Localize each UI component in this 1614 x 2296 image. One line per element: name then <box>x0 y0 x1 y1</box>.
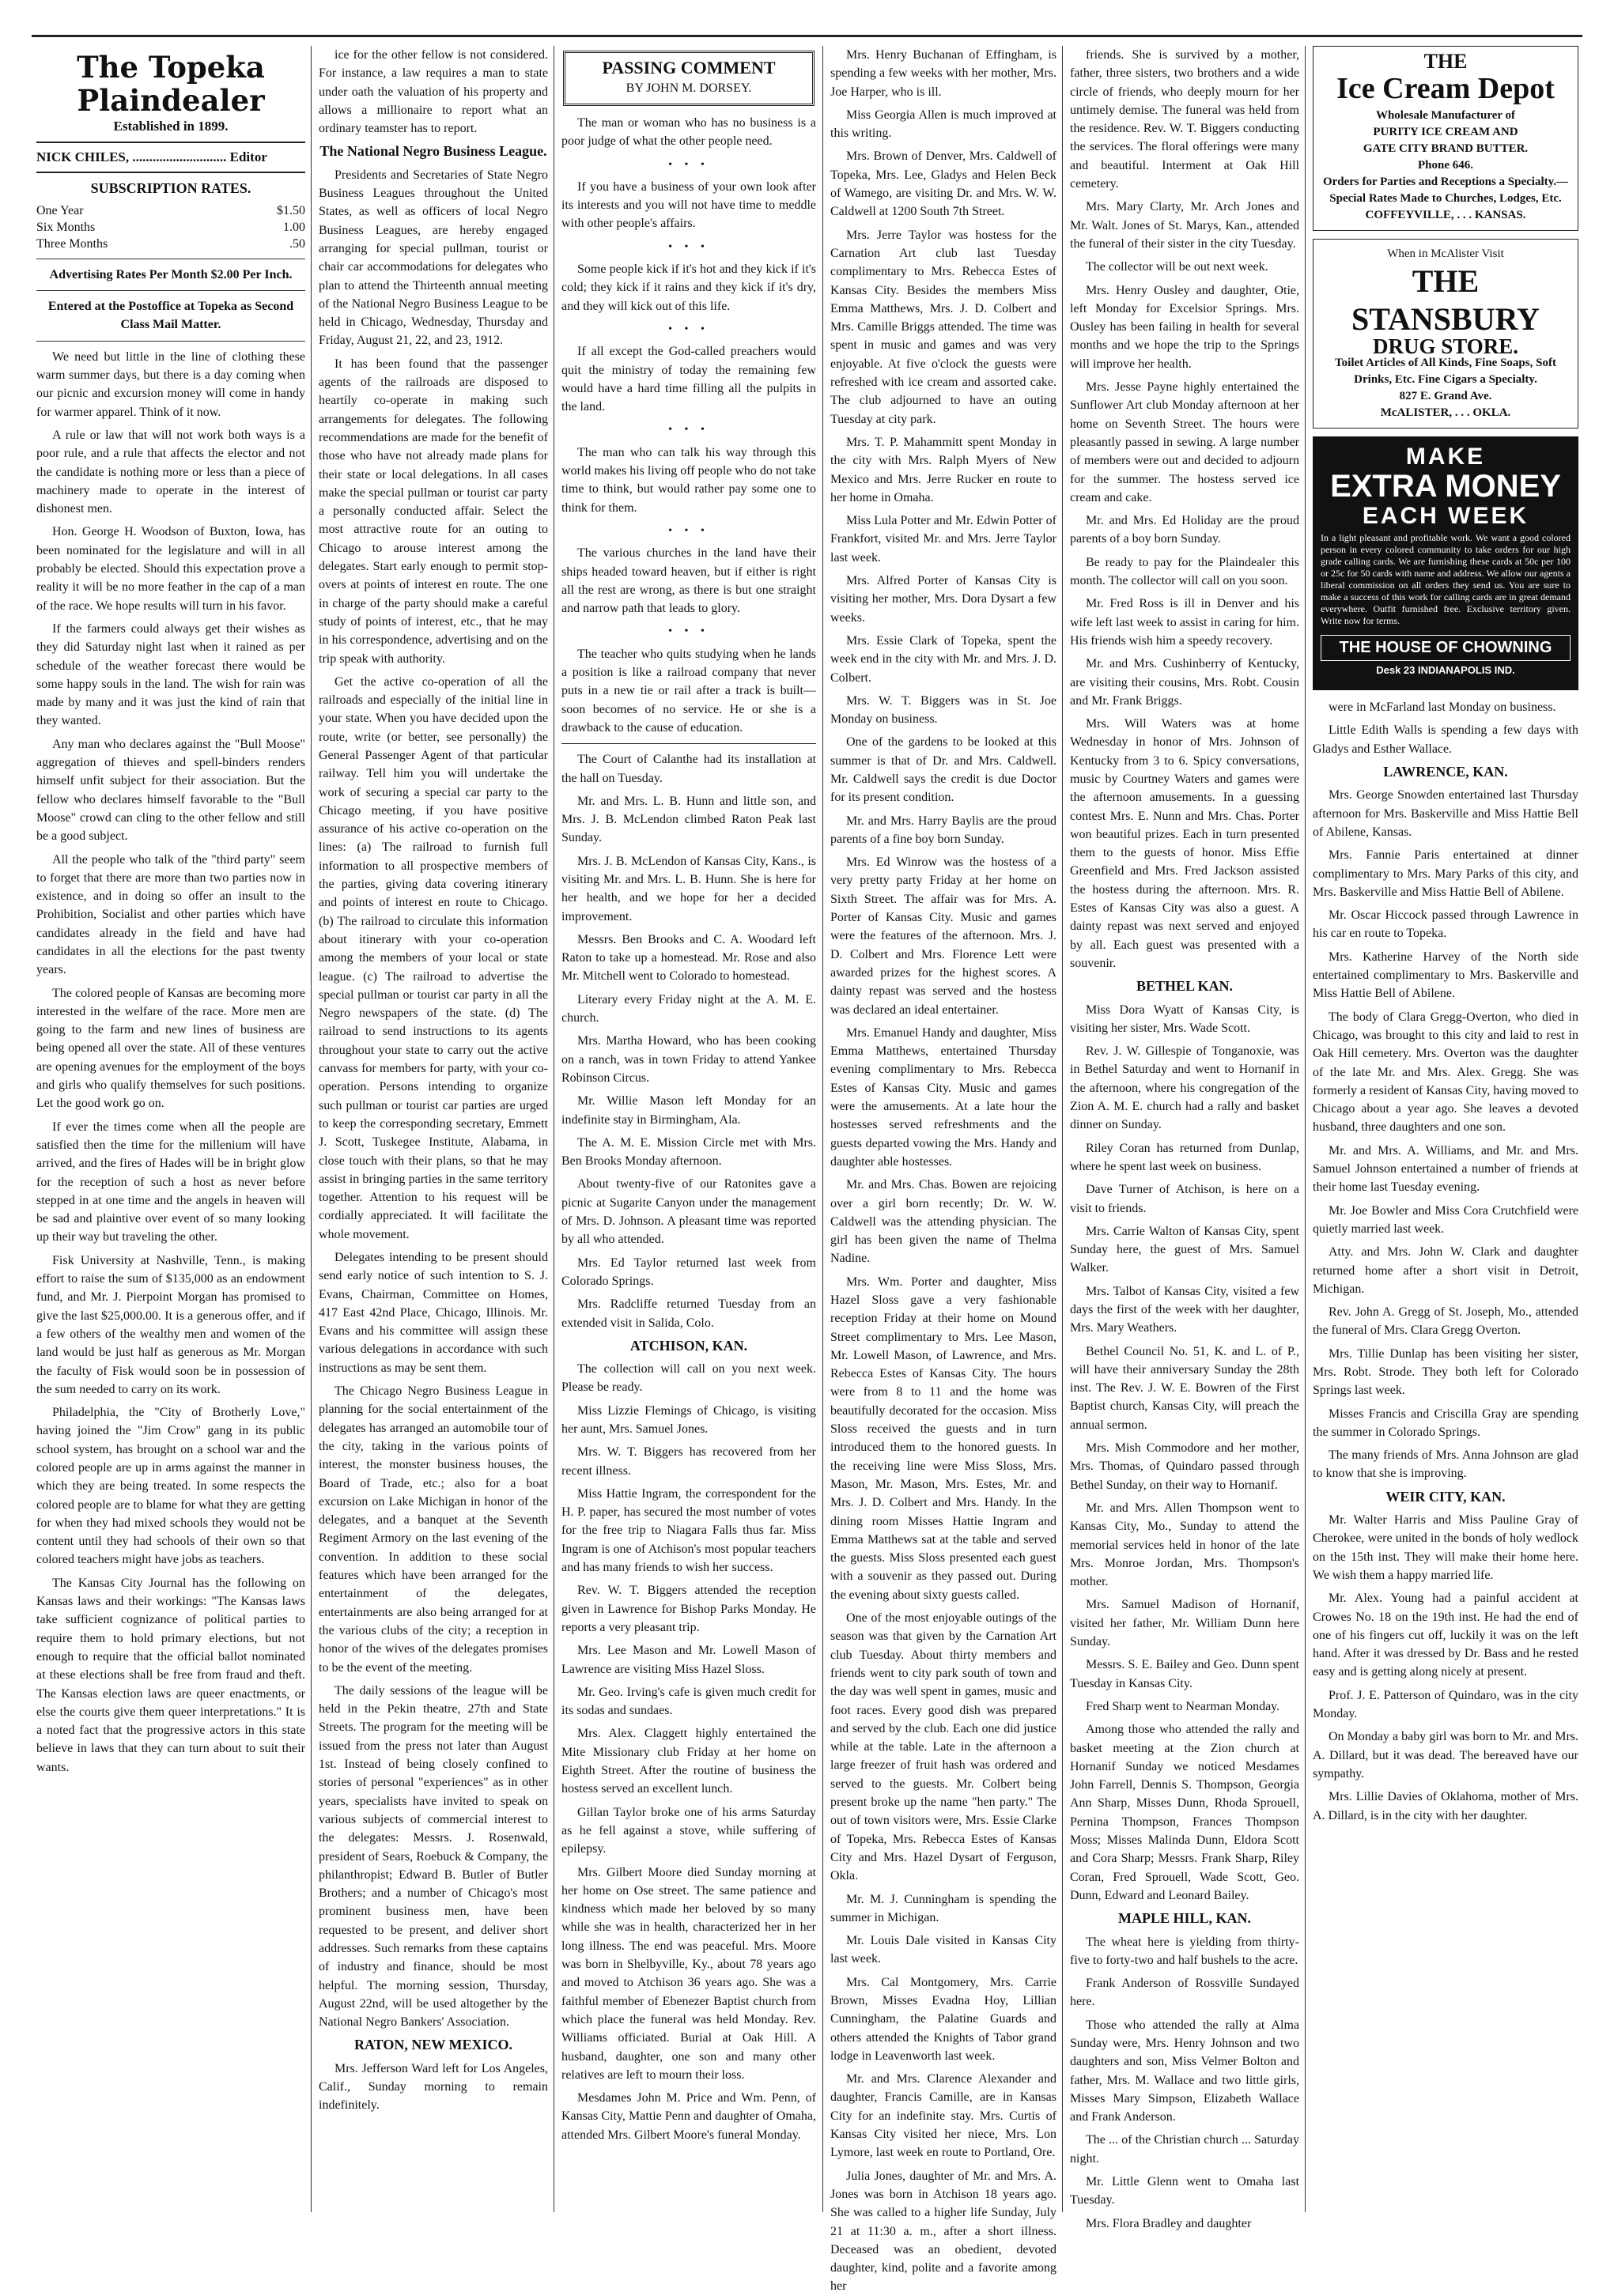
article-paragraph: If you have a business of your own look after its interests and you will not have time to meddle with other people's affairs. <box>561 179 816 231</box>
article-list <box>830 46 1056 2296</box>
ice-cream-depot-ad <box>1313 46 1578 231</box>
passing-comment-byline: BY JOHN M. DORSEY. <box>626 81 752 95</box>
masthead-established: Established in 1899. <box>113 119 229 134</box>
ad-each-week: EACH WEEK <box>1362 503 1529 530</box>
article-paragraph: Miss Georgia Allen is much improved at this writing. <box>830 108 1056 141</box>
article-paragraph: Mr. and Mrs. Harry Baylis are the proud parents of a fine boy born Sunday. <box>830 814 1056 846</box>
rate-price: $1.50 <box>277 203 305 217</box>
article-paragraph: Mrs. Ed Taylor returned last week from Colorado Springs. <box>561 1256 816 1288</box>
article-paragraph: Mrs. Will Waters was at home Wednesday in honor of Mrs. Johnson of Kentucky from 3 to 6. Spicy conversations, music by Courtney Waters and games were the afternoon amusements. In a guessing contest Mrs. E. Nunn and Mrs. Chas. Porter won beautiful prizes. Each in turn presented them to the guests of honor. Miss Effie Greenfield and Mrs. Fred Jackson assisted the hostess during the afternoon. Mrs. R. Estes of Kansas City was also a guest. A dainty repast was next served and enjoyed by all. Each guest was presented with a souvenir. <box>1070 717 1299 970</box>
subscription-heading: SUBSCRIPTION RATES. <box>90 179 251 196</box>
rate-label: Six Months <box>36 220 96 234</box>
section-heading: ATCHISON, KAN. <box>629 1337 748 1354</box>
article-paragraph: Mrs. Flora Bradley and daughter <box>1086 2216 1252 2230</box>
ad-extra-money: EXTRA MONEY <box>1330 469 1561 504</box>
article-paragraph: Mrs. George Snowden entertained last Thursday afternoon for Mrs. Baskerville and Miss Hattie Bell of Abilene, Kansas. <box>1313 788 1578 839</box>
article-paragraph: Mr. Willie Mason left Monday for an indefinite stay in Birmingham, Ala. <box>561 1094 816 1127</box>
ad-house: THE HOUSE OF CHOWNING <box>1321 635 1571 661</box>
article-paragraph: Mrs. Cal Montgomery, Mrs. Carrie Brown, Misses Evadna Hoy, Lillian Cunningham, the Palatine Guards and others attended the Knights of Tabor grand lodge in Leavenworth last week. <box>830 1975 1056 2063</box>
article-paragraph: Those who attended the rally at Alma Sunday were, Mrs. Henry Johnson and two daughters and son, Miss Velmer Bolton and father, Mrs. M. Wallace and two little girls, Misses Mary Simpson, Elizabeth Wallace and Frank Anderson. <box>1070 2018 1299 2124</box>
ad-addr: 827 E. Grand Ave. <box>1399 390 1492 402</box>
ad-line: Orders for Parties and Receptions a Specialty.—Special Rates Made to Churches, Lodges, Etc. <box>1322 176 1569 205</box>
article-list <box>561 114 816 2144</box>
article-paragraph: Mr. Joe Bowler and Miss Cora Crutchfield were quietly married last week. <box>1313 1203 1578 1236</box>
separator-dots: • • • <box>668 625 709 638</box>
ad-the: THE <box>1423 50 1468 73</box>
article-paragraph: The Kansas City Journal has the following on Kansas laws and their workings: "The Kansas laws take sufficient cognizance of political parties to require them to hold primary elections, but not enough to require that the official ballot nominated at these elections shall be free from fraud and theft. The Kansas election laws are queer enactments, or else the courts give them queer interpretations." It is a noted fact that the progressive actors in this state believe in laws that they can turn about to suit their wants. <box>36 1576 305 1774</box>
section-heading: The National Negro Business League. <box>319 143 547 160</box>
rate-row <box>36 236 305 252</box>
article-paragraph: The teacher who quits studying when he lands a position is like a railroad company that never puts in a new tie or rail after a track is built—soon becomes of no service. He or she is a drawback to the cause of education. <box>561 647 816 734</box>
ad-city: COFFEYVILLE, . . . KANSAS. <box>1365 209 1526 221</box>
rate-row <box>36 202 305 219</box>
article-paragraph: Mrs. Alex. Claggett highly entertained the Mite Missionary club Friday at her home on Eighth Street. After the routine of business the hostess served an excellent lunch. <box>561 1727 816 1796</box>
article-paragraph: Mrs. Jerre Taylor was hostess for the Carnation Art club last Tuesday complimentary to Mrs. Rebecca Estes of Kansas City. Besides the members Miss Emma Matthews, Mrs. J. D. Colbert and Mrs. Camille Briggs attended. The time was spent in music and games and was very enjoyable. At five o'clock the guests were refreshed with ice cream and assorted cake. The club adjourned to have an outing Tuesday at city park. <box>830 228 1056 426</box>
rate-price: 1.00 <box>283 220 305 234</box>
article-paragraph: Atty. and Mrs. John W. Clark and daughter returned home after a short visit in Detroit, Michigan. <box>1313 1245 1578 1296</box>
article-paragraph: One of the gardens to be looked at this summer is that of Dr. and Mrs. Caldwell. Mr. Caldwell says the credit is due Doctor for its present condition. <box>830 735 1056 805</box>
article-paragraph: Mrs. Radcliffe returned Tuesday from an extended visit in Salida, Colo. <box>561 1297 816 1330</box>
ad-phone: Phone 646. <box>1417 159 1473 172</box>
article-paragraph: The colored people of Kansas are becoming more interested in the welfare of the race. More men are going to the farm and new lines of business are being opened all over the state. All of these ventures are opening avenues for the employment of the boys and girls who qualify themselves for such positions. Let the good work go on. <box>36 986 305 1111</box>
section-heading: MAPLE HILL, KAN. <box>1117 1910 1251 1927</box>
article-paragraph: Any man who declares against the "Bull Moose" aggregation of thieves and spell-binders renders himself unfit subject for their association. But the fellow who declares himself favorable to the "Bull Moose" crowd can cling to the other fellow and still be a good subject. <box>36 737 305 844</box>
column-rule <box>822 46 823 2212</box>
ad-when: When in McAlister Visit <box>1387 247 1504 260</box>
article-paragraph: Mrs. Katherine Harvey of the North side entertained complimentary to Mrs. Baskerville and Miss Hattie Bell of Abilene. <box>1313 950 1578 1001</box>
article-paragraph: Julia Jones, daughter of Mr. and Mrs. A. Jones was born in Atchison 18 years ago. She was called to a higher life Sunday, July 21 at 11:30 a. m., after a short illness. Deceased was an obedient, devoted daughter, kind, polite and a favorite among her <box>830 2169 1056 2294</box>
article-paragraph: Mr. and Mrs. Cushinberry of Kentucky, are visiting their cousins, Mrs. Robt. Cousin and Mr. Frank Briggs. <box>1070 657 1299 708</box>
column-1 <box>36 46 305 2212</box>
article-paragraph: It has been found that the passenger agents of the railroads are disposed to heartily co-operate in making such arrangements for delegates. The following recommendations are made for the benefit of those who have not already made plans for their state or local delegations. In all cases make the special pullman or tourist car party a personally conducted affair. Select the most attractive route for an outing to Chicago to arouse interest among the delegates. Start early enough to permit stop-overs at points of interest en route. The one in charge of the party should make a careful study of points of interest, etc., that he may in his correspondence, advertising and on the trip speak with authority. <box>319 357 548 666</box>
article-paragraph: were in McFarland last Monday on business. <box>1329 701 1556 715</box>
column-rule <box>311 46 312 2212</box>
article-paragraph: Mr. and Mrs. Ed Holiday are the proud parents of a boy born Sunday. <box>1070 514 1299 546</box>
article-paragraph: A rule or law that will not work both ways is a poor rule, and a rule that affects the elector and not the candidate is nothing more or less than a piece of machinery made to operate in the interest of dishonest men. <box>36 428 305 516</box>
article-list <box>1313 698 1578 1825</box>
article-paragraph: Rev. J. W. Gillespie of Tonganoxie, was in Bethel Saturday and went to Hornanif in the afternoon, where his congregation of the Zion A. M. E. church had a rally and basket dinner on Sunday. <box>1070 1044 1299 1132</box>
section-heading: LAWRENCE, KAN. <box>1383 764 1508 780</box>
article-paragraph: Mr. and Mrs. L. B. Hunn and little son, and Mrs. J. B. McLendon climbed Raton Peak last Sunday. <box>561 794 816 845</box>
article-paragraph: Little Edith Walls is spending a few days with Gladys and Esther Wallace. <box>1313 723 1578 756</box>
ad-sub: DRUG STORE. <box>1372 334 1519 358</box>
article-list <box>319 46 548 2115</box>
column-5 <box>1070 46 1299 2230</box>
article-paragraph: Rev. John A. Gregg of St. Joseph, Mo., attended the funeral of Mrs. Clara Gregg Overton. <box>1313 1305 1578 1338</box>
separator-dots: • • • <box>668 524 709 537</box>
article-paragraph: The body of Clara Gregg-Overton, who died in Chicago, was brought to this city and laid to rest in Oak Hill cemetery. Mrs. Overton was the daughter of the late Mr. and Mrs. Alex. Gregg. She was formerly a resident of Kansas City, having moved to Chicago about a year ago. She leaves a devoted husband, three daughters and one son. <box>1313 1010 1578 1135</box>
article-paragraph: The collector will be out next week. <box>1086 260 1268 274</box>
article-paragraph: The ... of the Christian church ... Saturday night. <box>1070 2133 1299 2166</box>
article-paragraph: Rev. W. T. Biggers attended the reception given in Lawrence for Bishop Parks Monday. He reports a very pleasant trip. <box>561 1584 816 1634</box>
article-paragraph: The man who can talk his way through this world makes his living off people who do not take time to think, but would rather pay some one to think for them. <box>561 445 816 515</box>
article-paragraph: If the farmers could always get their wishes as they did Saturday night last when it rained as per schedule of the weather forecast there would be some happy souls in the land. The wish for rain was made by many and it was just the kind of rain that they wanted. <box>36 621 305 728</box>
article-paragraph: The collection will call on you next week. Please be ready. <box>561 1362 816 1395</box>
article-paragraph: Be ready to pay for the Plaindealer this month. The collector will call on you soon. <box>1070 555 1299 588</box>
ad-make: MAKE <box>1405 444 1486 470</box>
article-list <box>36 348 305 1777</box>
separator-dots: • • • <box>668 158 709 171</box>
article-paragraph: Delegates intending to be present should send early notice of such intention to S. J. Evans, Chairman, Committee on Homes, 417 East 42nd Place, Chicago, Illinois. Mr. Evans and his committee will assign these various delegations in accordance with such instructions as may be sent them. <box>319 1251 548 1375</box>
article-paragraph: Riley Coran has returned from Dunlap, where he spent last week on business. <box>1070 1141 1299 1173</box>
article-paragraph: Messrs. Ben Brooks and C. A. Woodard left Raton to take up a homestead. Mr. Rose and also Mr. Mitchell went to Colorado to homestead. <box>561 932 816 984</box>
article-paragraph: Miss Dora Wyatt of Kansas City, is visiting her sister, Mrs. Wade Scott. <box>1070 1003 1299 1035</box>
article-paragraph: Miss Lizzie Flemings of Chicago, is visiting her aunt, Mrs. Samuel Jones. <box>561 1403 816 1436</box>
article-paragraph: Mrs. Alfred Porter of Kansas City is visiting her mother, Mrs. Dora Dysart a few weeks. <box>830 574 1056 625</box>
section-heading: RATON, NEW MEXICO. <box>353 2037 513 2053</box>
column-rule <box>1062 46 1063 2212</box>
article-paragraph: Philadelphia, the "City of Brotherly Love," having joined the "Jim Crow" gang in its public school system, has brought on a school war and the colored people are up in arms against the manner in which they are being treated. In some respects the colored people are to blame for what they are getting for when they had mixed schools they would not be content until they had schools of their own so that colored teachers might have jobs as teachers. <box>36 1406 305 1567</box>
passing-comment-box <box>563 51 815 106</box>
article-paragraph: Mrs. Carrie Walton of Kansas City, spent Sunday here, the guest of Mrs. Samuel Walker. <box>1070 1224 1299 1275</box>
article-paragraph: Mrs. Mary Clarty, Mr. Arch Jones and Mr. Walt. Jones of St. Marys, Kan., attended the funeral of their sister in the city Tuesday. <box>1070 200 1299 251</box>
article-paragraph: Miss Lula Potter and Mr. Edwin Potter of Frankfort, visited Mr. and Mrs. Jerre Taylor last week. <box>830 514 1056 565</box>
subscription-rates <box>36 202 305 252</box>
article-paragraph: Mesdames John M. Price and Wm. Penn, of Kansas City, Mattie Penn and daughter of Omaha, attended Mrs. Gilbert Moore's funeral Monday. <box>561 2091 816 2142</box>
article-paragraph: Miss Hattie Ingram, the correspondent for the H. P. paper, has secured the most number of votes for the free trip to Niagara Falls thus far. Miss Ingram is one of Atchison's most popular teachers and has many friends to wish her success. <box>561 1486 816 1575</box>
article-paragraph: Mrs. Talbot of Kansas City, visited a few days the first of the week with her daughter, Mrs. Mary Weathers. <box>1070 1284 1299 1335</box>
column-4 <box>830 46 1056 2294</box>
column-rule <box>1305 46 1306 2212</box>
masthead-title: The Topeka Plaindealer <box>77 50 265 118</box>
rate-label: Three Months <box>36 236 108 251</box>
article-paragraph: Mr. and Mrs. Clarence Alexander and daughter, Francis Camille, are in Kansas City for an indefinite stay. Mrs. Curtis of Kansas City visited her niece, Mrs. Lon Lymore, last week en route to Portland, Ore. <box>830 2072 1056 2160</box>
article-paragraph: Hon. George H. Woodson of Buxton, Iowa, has been nominated for the legislature and will in all probably be elected. Should this expectation prove a reality it will be no more feather in the cap of a man of the race. We hope results will turn in his favor. <box>36 525 305 613</box>
article-paragraph: About twenty-five of our Ratonites gave a picnic at Sugarite Canyon under the management of Mrs. D. Johnson. A pleasant time was reported by all who attended. <box>561 1177 816 1247</box>
ad-line: GATE CITY BRAND BUTTER. <box>1363 142 1529 155</box>
section-heading: WEIR CITY, KAN. <box>1385 1488 1506 1505</box>
article-paragraph: Get the active co-operation of all the railroads and especially of the initial line in your state. When you have decided upon the route, write (or better, see personally) the General Passenger Agent of that particular railway. Tell him you will undertake the work of securing a special car party to the Chicago meeting, if you have positive assurance of his active co-operation on the lines: (a) The railroad to furnish full information to all prospective members of the parties, giving data covering itinerary and points of interest en route to Chicago. (b) The railroad to circulate this information about itinerary with your co-operation among the members of your local or state league. (c) The railroad to advertise the special pullman or tourist car party in all the Negro newspapers of the state. (d) The railroad to send instructions to its agents throughout your state to carry out the active canvass for members for party, with your co-operation. Persons intending to organize such pullman or tourist car parties are urged to keep the corresponding secretary, Emmett J. Scott, Tuskegee Institute, Alabama, in close touch with their plans, so that he may assist in bringing parties in the same territory together. Attention to his request will be cordially appreciated. It will facilitate the whole movement. <box>319 674 548 1241</box>
article-paragraph: Mrs. Fannie Paris entertained at dinner complimentary to Mrs. Mary Parks of this city, and Mrs. Baskerville and Miss Hattie Bell of Abilene. <box>1313 848 1578 899</box>
article-paragraph: The Court of Calanthe had its installation at the hall on Tuesday. <box>561 753 816 785</box>
article-paragraph: Fisk University at Nashville, Tenn., is making effort to raise the sum of $135,000 as an endowment fund, and Mr. J. Pierpoint Morgan has promised to give the last $25,000.00. It is a generous offer, and if a few others of the wealthy men and women of the land would be just half as generous as Mr. Morgan the faculty of Fisk would soon be in possession of the sum needed to carry on its work. <box>36 1253 305 1396</box>
article-paragraph: Mr. Geo. Irving's cafe is given much credit for its sodas and sundaes. <box>561 1685 816 1718</box>
article-paragraph: One of the most enjoyable outings of the season was that given by the Carnation Art club Tuesday. About thirty members and friends went to city park south of town and the day was well spent in games, music and foot races. Every good dish was prepared and served by the club. Each one did justice while at the table. Late in the afternoon a large freezer of fruit hash was ordered and served to the guests. Mr. Colbert being present broke up the name "hen party." The out of town visitors were, Mrs. Essie Clarke of Topeka, Mrs. Rebecca Estes of Kansas City and Mrs. Hazel Dysart of Ferguson, Okla. <box>830 1611 1056 1883</box>
article-paragraph: The various churches in the land have their ships headed toward heaven, but if either is right all the rest are wrong, as there is but one straight and narrow path that leads to glory. <box>561 546 816 616</box>
column-2 <box>319 46 548 2212</box>
article-paragraph: Frank Anderson of Rossville Sundayed here. <box>1070 1977 1299 2009</box>
article-paragraph: Mrs. Mish Commodore and her mother, Mrs. Thomas, of Quindaro passed through Bethel Sunday, on their way to Hornanif. <box>1070 1441 1299 1492</box>
article-paragraph: On Monday a baby girl was born to Mr. and Mrs. A. Dillard, but it was dead. The bereaved have our sympathy. <box>1313 1730 1578 1781</box>
article-paragraph: Mrs. Henry Ousley and daughter, Otie, left Monday for Excelsior Springs. Mrs. Ousley has been failing in health for several months and we hope the trip to the Springs will improve her health. <box>1070 283 1299 371</box>
article-list <box>1070 46 1299 2233</box>
article-paragraph: Mrs. Emanuel Handy and daughter, Miss Emma Matthews, entertained Thursday evening complimentary to Mrs. Rebecca Estes of Kansas City. Music and games were the amusements. At a late hour the hostesses served refreshments and the guests departed vowing the Mrs. Handy and daughter able hostesses. <box>830 1025 1056 1169</box>
article-paragraph: Messrs. S. E. Bailey and Geo. Dunn spent Tuesday in Kansas City. <box>1070 1658 1299 1690</box>
article-paragraph: Mrs. W. T. Biggers was in St. Joe Monday on business. <box>830 693 1056 727</box>
top-border <box>32 35 1582 37</box>
ad-sub: Wholesale Manufacturer of <box>1375 109 1516 122</box>
article-paragraph: Mr. Little Glenn went to Omaha last Tuesday. <box>1070 2175 1299 2207</box>
separator-dots: • • • <box>668 323 709 335</box>
article-paragraph: Misses Francis and Criscilla Gray are spending the summer in Colorado Springs. <box>1313 1407 1578 1439</box>
article-paragraph: Mr. Walter Harris and Miss Pauline Gray of Cherokee, were united in the bonds of holy wedlock on the 15th inst. They will make their home here. We wish them a happy married life. <box>1313 1513 1578 1582</box>
column-3 <box>561 46 816 2212</box>
article-paragraph: Mrs. Samuel Madison of Hornanif, visited her father, Mr. William Dunn here Sunday. <box>1070 1598 1299 1649</box>
article-paragraph: The man or woman who has no business is a poor judge of what the other people need. <box>561 116 816 149</box>
article-paragraph: Mrs. Essie Clark of Topeka, spent the week end in the city with Mr. and Mrs. J. D. Colbert. <box>830 633 1056 685</box>
ad-body: In a light pleasant and profitable work. We want a good colored person in every colored community to take orders for our high grade calling cards. We are furnishing these cards at 50c per 100 or 25c for 50 cards with name and address. We allow our agents a liberal commission on all orders they send us. You are sure to make a success of this work for calling cards are in great demand everywhere. Outfit furnished free. Exclusive territory given. Write now for terms. <box>1321 531 1571 626</box>
article-paragraph: Mr. Oscar Hiccock passed through Lawrence in his car en route to Topeka. <box>1313 908 1578 941</box>
ad-city: McALISTER, . . . OKLA. <box>1380 406 1511 419</box>
article-paragraph: Dave Turner of Atchison, is here on a visit to friends. <box>1070 1183 1299 1215</box>
article-paragraph: Fred Sharp went to Nearman Monday. <box>1086 1699 1280 1713</box>
article-paragraph: We need but little in the line of clothing these warm summer days, but there is a day coming when our picnic and excursion money will come in handy for warmer apparel. Think of it now. <box>36 349 305 419</box>
ad-line: PURITY ICE CREAM AND <box>1373 126 1518 138</box>
article-paragraph: Mr. M. J. Cunningham is spending the summer in Michigan. <box>830 1892 1056 1924</box>
article-paragraph: Mrs. W. T. Biggers has recovered from her recent illness. <box>561 1445 816 1478</box>
separator-rule <box>561 743 816 744</box>
article-paragraph: Bethel Council No. 51, K. and L. of P., will have their anniversary Sunday the 28th inst. The Rev. J. W. E. Bowren of the First Baptist church, Kansas City, will preach the annual sermon. <box>1070 1344 1299 1432</box>
article-paragraph: Mrs. Jesse Payne highly entertained the Sunflower Art club Monday afternoon at her home on Seventh Street. The hours were pleasantly passed in sewing. A large number of members were out and decided to adjourn for the summer. The hostess served ice cream and cake. <box>1070 380 1299 504</box>
article-paragraph: The many friends of Mrs. Anna Johnson are glad to know that she is improving. <box>1313 1448 1578 1481</box>
article-paragraph: Prof. J. E. Patterson of Quindaro, was in the city Monday. <box>1313 1688 1578 1721</box>
article-paragraph: If all except the God-called preachers would quit the ministry of today the remaining few would have a hard time filling all the pulpits in the land. <box>561 345 816 414</box>
ad-name: THE STANSBURY <box>1351 263 1540 337</box>
article-paragraph: Gillan Taylor broke one of his arms Saturday as he fell against a stove, while suffering of epilepsy. <box>561 1805 816 1856</box>
advertising-rates: Advertising Rates Per Month $2.00 Per Inch. <box>49 267 293 281</box>
article-paragraph: ice for the other fellow is not considered. For instance, a law requires a man to state under oath the valuation of his property and allows a millionaire to report what an ordinary teamster has to report. <box>319 48 548 136</box>
article-paragraph: Mrs. Martha Howard, who has been cooking on a ranch, was in town Friday to attend Yankee Robinson Circus. <box>561 1034 816 1085</box>
ad-line: Toilet Articles of All Kinds, Fine Soaps, Soft Drinks, Etc. Fine Cigars a Specialty. <box>1335 357 1556 386</box>
article-paragraph: If ever the times come when all the people are satisfied then the time for the millenium will have arrived, and the fires of Hades will be in bright glow for the reception of such a host as never before stepped in at one time and the angels in heaven will be sad and plaintive over event of so many looking up their way but traveling the other. <box>36 1120 305 1244</box>
article-paragraph: Mr. and Mrs. Chas. Bowen are rejoicing over a girl born recently; Dr. W. W. Caldwell was the attending physician. The girl has been given the name of Thelma Nadine. <box>830 1178 1056 1266</box>
stansbury-drug-ad <box>1313 239 1578 429</box>
rate-label: One Year <box>36 203 84 217</box>
editor-line: NICK CHILES, ............................ Editor <box>36 142 305 172</box>
article-paragraph: The daily sessions of the league will be held in the Pekin theatre, 27th and State Streets. The program for the meeting will be issued from the press not later than August 1st. Instead of being closely confined to stories of personal "experiences" as in other years, specialists have invited to speak on various subjects of commercial interest to the delegates: Messrs. J. Rosenwald, president of Sears, Roebuck & Company, the philanthropist; Edward B. Butler of Butler Brothers; and a number of Chicago's most prominent business men, have been requested to be present, and deliver short addresses. Such remarks from these captains of industry and finance, should be most helpful. The morning session, Thursday, August 22nd, will be used altogether by the National Negro Bankers' Association. <box>319 1683 548 2030</box>
article-paragraph: Mr. and Mrs. Allen Thompson went to Kansas City, Mo., Sunday to attend the memorial services held in honor of the late Mrs. Monroe Jordan, Mrs. Thompson's mother. <box>1070 1501 1299 1589</box>
section-heading: BETHEL KAN. <box>1136 978 1234 995</box>
postoffice-entry: Entered at the Postoffice at Topeka as Second Class Mail Matter. <box>47 300 294 332</box>
article-paragraph: Mr. and Mrs. A. Williams, and Mr. and Mrs. Samuel Johnson entertained a number of friends at their home last Tuesday evening. <box>1313 1143 1578 1195</box>
article-paragraph: The Chicago Negro Business League in planning for the social entertainment of the delegates has arranged an automobile tour of the city, taking in the various points of interest, the monster business houses, the Board of Trade, etc.; also for a boat excursion on Lake Michigan in honor of the delegates, and a banquet at the Seventh Regiment Armory on the last evening of the convention. In addition to these social features which have been arranged for the entertainment of the delegates, entertainments are also being arranged for at the various clubs of the city; a reception in honor of the wives of the delegates promises to be the event of the meeting. <box>319 1384 548 1675</box>
article-paragraph: Mr. Alex. Young had a painful accident at Crowes No. 18 on the 19th inst. He had the end of one of his fingers cut off, luckily it was on the left hand. After it was dressed by Dr. Bass and he rested easy and is getting along nicely at present. <box>1313 1592 1578 1679</box>
article-paragraph: Mrs. Tillie Dunlap has been visiting her sister, Mrs. Robt. Strode. They both left for Colorado Springs last week. <box>1313 1346 1578 1398</box>
article-paragraph: Mrs. T. P. Mahammitt spent Monday in the city with Mrs. Ralph Myers of New Mexico and Mrs. Jerre Rucker en route to her home in Omaha. <box>830 435 1056 504</box>
article-paragraph: Mrs. Henry Buchanan of Effingham, is spending a few weeks with her mother, Mrs. Joe Harper, who is ill. <box>830 48 1056 99</box>
rate-price: .50 <box>289 236 305 251</box>
article-paragraph: Mrs. Ed Winrow was the hostess of a very pretty party Friday at her home on Sixth Street. The affair was for Mrs. A. Porter of Kansas City. Music and games were the features of the afternoon. Mrs. J. D. Colbert and Mrs. Florence Lett were awarded prizes for the highest scores. A dainty repast was served and the hostess was declared an ideal entertainer. <box>830 855 1056 1017</box>
article-paragraph: Among those who attended the rally and basket meeting at the Zion church at Hornanif Sunday we noticed Mesdames John Farrell, Dennis S. Thompson, Georgia Ann Sharp, Misses Dunn, Rhoda Sprouell, Pernina Thompson, Frances Thompson Moss; Misses Malinda Dunn, Eldora Scott and Cora Sharp; Messrs. Frank Sharp, Riley Coran, Fred Sprouell, Wade Scott, Geo. Dunn, Edward and Leonard Bailey. <box>1070 1723 1299 1902</box>
article-paragraph: The wheat here is yielding from thirty-five to forty-two and half bushels to the acre. <box>1070 1935 1299 1967</box>
article-paragraph: The A. M. E. Mission Circle met with Mrs. Ben Brooks Monday afternoon. <box>561 1135 816 1169</box>
article-paragraph: Mr. Fred Ross is ill in Denver and his wife left last week to assist in caring for him. His friends wish him a speedy recovery. <box>1070 597 1299 648</box>
article-paragraph: Mrs. Lillie Davies of Oklahoma, mother of Mrs. A. Dillard, is in the city with her daughter. <box>1313 1790 1578 1822</box>
rate-row <box>36 219 305 236</box>
article-paragraph: Mrs. Wm. Porter and daughter, Miss Hazel Sloss gave a very fashionable reception Friday at their home on Mound Street complimentary to Mrs. Lee Mason, Mr. Lowell Mason, of Lawrence, and Mrs. Rebecca Estes of Kansas City. The hours were from 8 to 11 and the home was beautifully decorated for the occasion. Miss Sloss received the guests and in turn introduced them to the honored guests. In the receiving line were Miss Sloss, Mrs. Mason, Mr. Mason, Mrs. Estes, Mr. and Mrs. J. D. Colbert and Mrs. Handy. In the dining room Misses Hattie Ingram and Emma Matthews sat at the table and served the guests. Miss Sloss presented each guest with a souvenir as they passed out. During the evening about sixty guests called. <box>830 1275 1056 1602</box>
article-paragraph: Presidents and Secretaries of State Negro Business Leagues throughout the United States, as well as officers of local Negro Business Leagues, are hereby engaged arranging for special pullman, tourist or chair car accommodations for delegates who plan to attend the Thirteenth annual meeting of the National Negro Business League to be held in Chicago, Wednesday, Thursday and Friday, August 21, 22, and 23, 1912. <box>319 168 548 348</box>
article-paragraph: Mrs. Gilbert Moore died Sunday morning at her home on Ose street. The same patience and kindness which made her beloved by so many while she was in health, characterized her in her long illness. The end was peaceful. Mrs. Moore was born in Shelbyville, Ky., about 78 years ago and moved to Atchison 36 years ago. She was a faithful member of Ebenezer Baptist church from which place the funeral was held Monday. Rev. Williams officiated. Burial at Oak Hill. A husband, daughter, one son and many other relatives are left to mourn their loss. <box>561 1865 816 2082</box>
article-paragraph: Mrs. Brown of Denver, Mrs. Caldwell of Topeka, Mrs. Lee, Gladys and Helen Beck of Wamego, are visiting Dr. and Mrs. W. W. Caldwell at 1200 South 7th Street. <box>830 149 1056 219</box>
passing-comment-title: PASSING COMMENT <box>602 58 776 77</box>
separator-dots: • • • <box>668 240 709 253</box>
article-paragraph: All the people who talk of the "third party" seem to forget that there are more than two parties now in existence, and in doing so offer an insult to the Prohibition, Socialist and other parties which have candidates already in the field and have had candidates in all the elections for the past twenty years. <box>36 852 305 977</box>
ad-dept: Desk 23 INDIANAPOLIS IND. <box>1376 663 1515 676</box>
article-paragraph: Literary every Friday night at the A. M. E. church. <box>561 992 816 1025</box>
column-6 <box>1313 46 1578 2212</box>
separator-dots: • • • <box>668 424 709 436</box>
article-paragraph: Mrs. Jefferson Ward left for Los Angeles, Calif., Sunday morning to remain indefinitely. <box>319 2061 548 2113</box>
article-paragraph: Some people kick if it's hot and they kick if it's cold; they kick if it rains and they kick if it's dry, and they will kick out of this life. <box>561 262 816 313</box>
article-paragraph: Mrs. Lee Mason and Mr. Lowell Mason of Lawrence are visiting Miss Hazel Sloss. <box>561 1644 816 1676</box>
article-paragraph: Mrs. J. B. McLendon of Kansas City, Kans., is visiting Mr. and Mrs. L. B. Hunn. She is here for her health, and we hope for her a decided improvement. <box>561 854 816 923</box>
extra-money-ad <box>1313 436 1578 690</box>
article-paragraph: Mr. Louis Dale visited in Kansas City last week. <box>830 1934 1056 1966</box>
article-paragraph: friends. She is survived by a mother, father, three sisters, two brothers and a wide circle of friends, who deeply mourn for her untimely demise. The funeral was held from the residence. Rev. W. T. Biggers conducting the services. The floral offerings were many and beautiful. Interment at Oak Hill cemetery. <box>1070 48 1299 191</box>
ad-name: Ice Cream Depot <box>1336 72 1555 105</box>
